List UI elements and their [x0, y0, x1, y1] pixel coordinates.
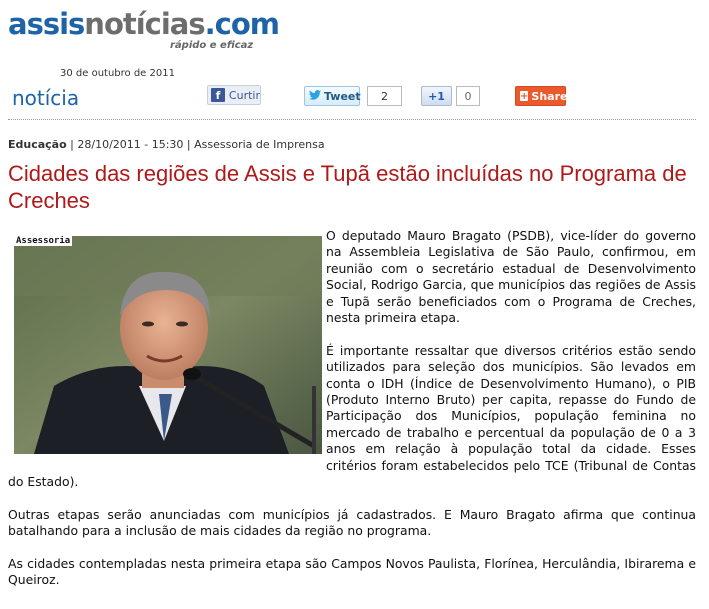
logo-part-assis: assis: [8, 7, 85, 41]
facebook-icon: f: [211, 88, 225, 102]
article-category[interactable]: Educação: [8, 138, 67, 151]
logo-part-noticias: notícias: [84, 7, 205, 41]
tweet-label: Tweet: [324, 89, 361, 103]
google-plus-count: 0: [456, 86, 480, 106]
share-label: Share: [531, 89, 568, 103]
site-logo[interactable]: [8, 8, 279, 40]
google-plus-one-button[interactable]: +1: [421, 86, 452, 106]
logo-part-com: .com: [204, 7, 279, 41]
article-paragraph: As cidades contempladas nesta primeira etapa são Campos Novos Paulista, Florínea, Herculândia, Ibirarema e Queiroz.: [8, 556, 696, 588]
article-paragraph: Outras etapas serão anunciadas com municípios já cadastrados. E Mauro Bragato afirma que continua batalhando para a inclusão de mais cidades da região no programa.: [8, 506, 696, 539]
tweet-count: 2: [367, 86, 402, 106]
article-body: [8, 228, 696, 605]
article-paragraph: O deputado Mauro Bragato (PSDB), vice-líder do governo na Assembleia Legislativa de São Paulo, confirmou, em reunião com o secretário estadual de Desenvolvimento Social, Rodrigo Garcia, que municípios das regiões de Assis e Tupã serão beneficiados com o Programa de Creches, nesta primeira etapa.: [326, 228, 696, 326]
share-button[interactable]: [515, 86, 566, 106]
article-meta: [8, 138, 325, 151]
facebook-like-button[interactable]: [207, 85, 261, 105]
facebook-like-label: Curtir: [228, 88, 260, 102]
article-date-source: | 28/10/2011 - 15:30 | Assessoria de Imprensa: [66, 138, 325, 151]
section-title: notícia: [12, 86, 80, 110]
article-paragraph: É importante ressaltar que diversos critérios estão sendo utilizados para seleção dos municípios. São levados em conta o IDH (Índice de Desenvolvimento Humano), o PIB (Produto Interno Bruto) per capita, repasse do Fundo de Participação dos Municípios, população feminina no mercado de trabalho e percentual da população de 0 a 3 anos em relação à população total da cidade. Esses critérios foram estabelecidos pelo TCE (Tribunal de Contas do Estado).: [8, 342, 696, 490]
header-divider: [8, 119, 696, 120]
tweet-button[interactable]: [304, 86, 360, 106]
share-plus-icon: +: [520, 90, 529, 102]
photo-float-spacer: [8, 228, 326, 472]
twitter-bird-icon: [309, 90, 321, 103]
site-tagline: rápido e eficaz: [170, 40, 254, 51]
photo-credit: Assessoria: [16, 236, 71, 246]
current-date: 30 de outubro de 2011: [60, 68, 175, 79]
article-title: Cidades das regiões de Assis e Tupã estão incluídas no Programa de Creches: [8, 161, 687, 213]
